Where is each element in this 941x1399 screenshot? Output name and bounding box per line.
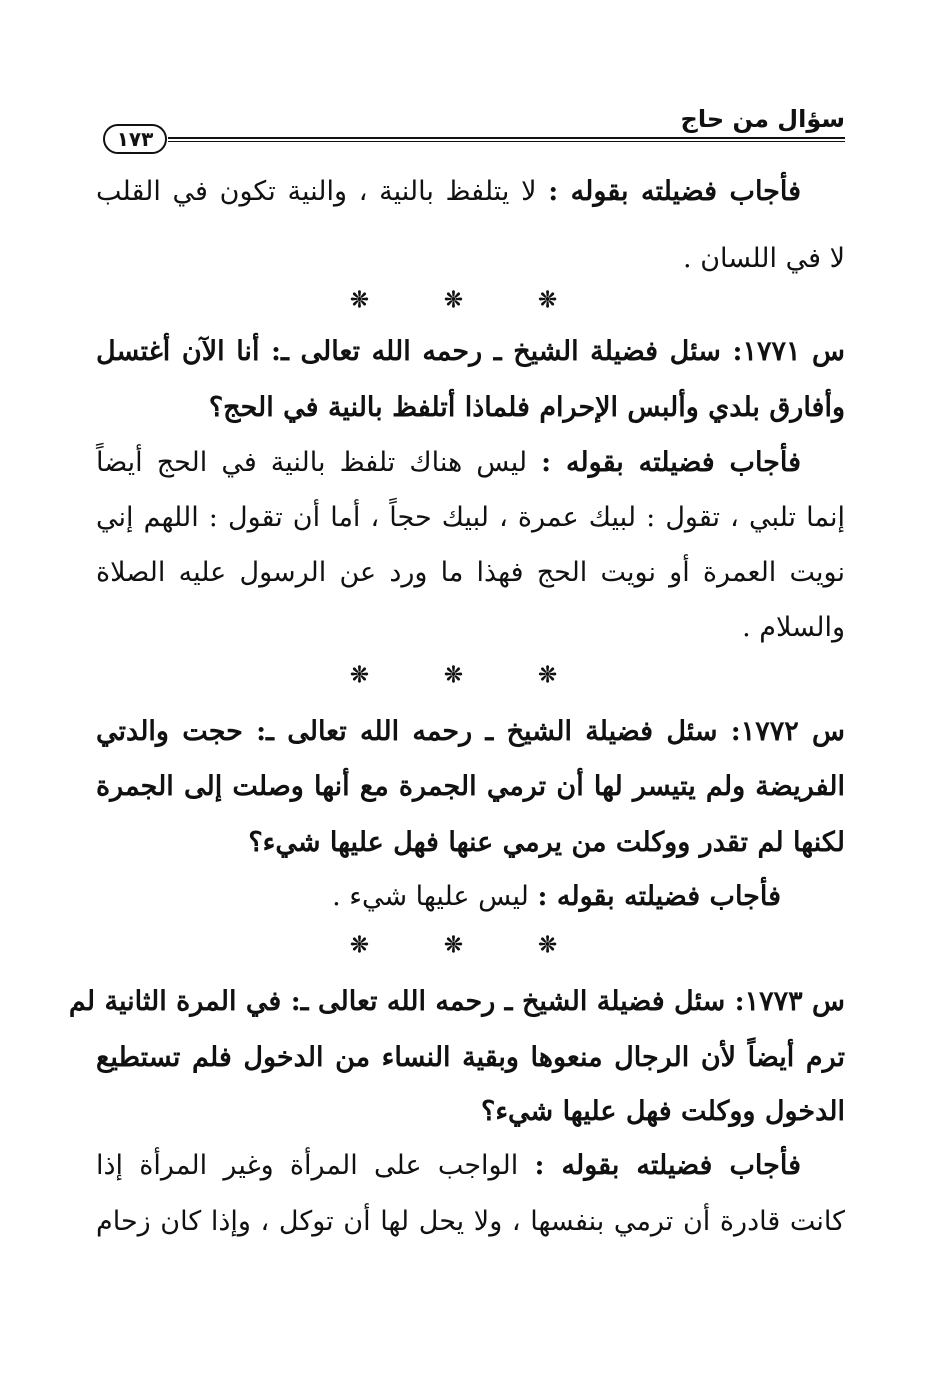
question-line: وأفارق بلدي وألبس الإحرام فلماذا أتلفظ بالنية في الحج؟: [208, 392, 845, 423]
answer-lead: فأجاب فضيلته بقوله :: [548, 176, 801, 207]
section-separator: ❊ ❊ ❊: [350, 287, 591, 313]
answer-line: [96, 1144, 801, 1188]
question-intro: سئل فضيلة الشيخ ـ رحمه الله تعالى ـ:: [281, 986, 735, 1017]
answer-lead: فأجاب فضيلته بقوله :: [534, 1150, 801, 1181]
question-line: [96, 330, 845, 374]
answer-text: ليس عليها شيء .: [332, 881, 538, 912]
answer-line: إنما تلبي ، تقول : لبيك عمرة ، لبيك حجاً ، أما أن تقول : اللهم إني: [96, 502, 845, 533]
question-number: س ١٧٧٣:: [734, 986, 845, 1017]
answer-line: نويت العمرة أو نويت الحج فهذا ما ورد عن الرسول عليه الصلاة: [96, 557, 845, 588]
page-number-badge: [103, 124, 167, 154]
answer-lead: فأجاب فضيلته بقوله :: [537, 881, 781, 912]
question-number: س ١٧٧١:: [732, 336, 845, 367]
page-number: ١٧٣: [116, 127, 154, 151]
answer-line: والسلام .: [742, 612, 845, 643]
answer-lead: فأجاب فضيلته بقوله :: [541, 447, 802, 478]
answer-text: ليس هناك تلفظ بالنية في الحج أيضاً: [96, 447, 542, 478]
header-rule: [168, 137, 845, 139]
answer-text: لا يتلفظ بالنية ، والنية تكون في القلب: [96, 176, 549, 207]
section-separator: ❊ ❊ ❊: [350, 932, 591, 958]
question-line: الفريضة ولم يتيسر لها أن ترمي الجمرة مع أنها وصلت إلى الجمرة: [96, 771, 845, 802]
question-text: حجت والدتي: [96, 716, 243, 747]
question-line: [96, 710, 845, 754]
answer-line: لا في اللسان .: [683, 243, 845, 274]
question-line: لكنها لم تقدر ووكلت من يرمي عنها فهل عليها شيء؟: [248, 827, 845, 858]
answer-line: [96, 170, 801, 214]
question-line: الدخول ووكلت فهل عليها شيء؟: [481, 1096, 845, 1127]
question-line: ترم أيضاً لأن الرجال منعوها وبقية النساء من الدخول فلم تستطيع: [96, 1042, 845, 1073]
answer-line: كانت قادرة أن ترمي بنفسها ، ولا يحل لها أن توكل ، وإذا كان زحام: [96, 1206, 845, 1237]
question-intro: سئل فضيلة الشيخ ـ رحمه الله تعالى ـ:: [259, 336, 733, 367]
question-text: في المرة الثانية لم: [68, 986, 282, 1017]
question-number: س ١٧٧٢:: [730, 716, 845, 747]
section-separator: ❊ ❊ ❊: [350, 662, 591, 688]
question-intro: سئل فضيلة الشيخ ـ رحمه الله تعالى ـ:: [242, 716, 731, 747]
answer-line: [96, 441, 801, 485]
answer-text: الواجب على المرأة وغير المرأة إذا: [96, 1150, 535, 1181]
question-line: [68, 980, 845, 1024]
answer-line: [96, 875, 781, 919]
running-header-title: سؤال من حاج: [680, 105, 845, 133]
question-text: أنا الآن أغتسل: [96, 336, 260, 367]
header-rule-thin: [168, 141, 845, 142]
